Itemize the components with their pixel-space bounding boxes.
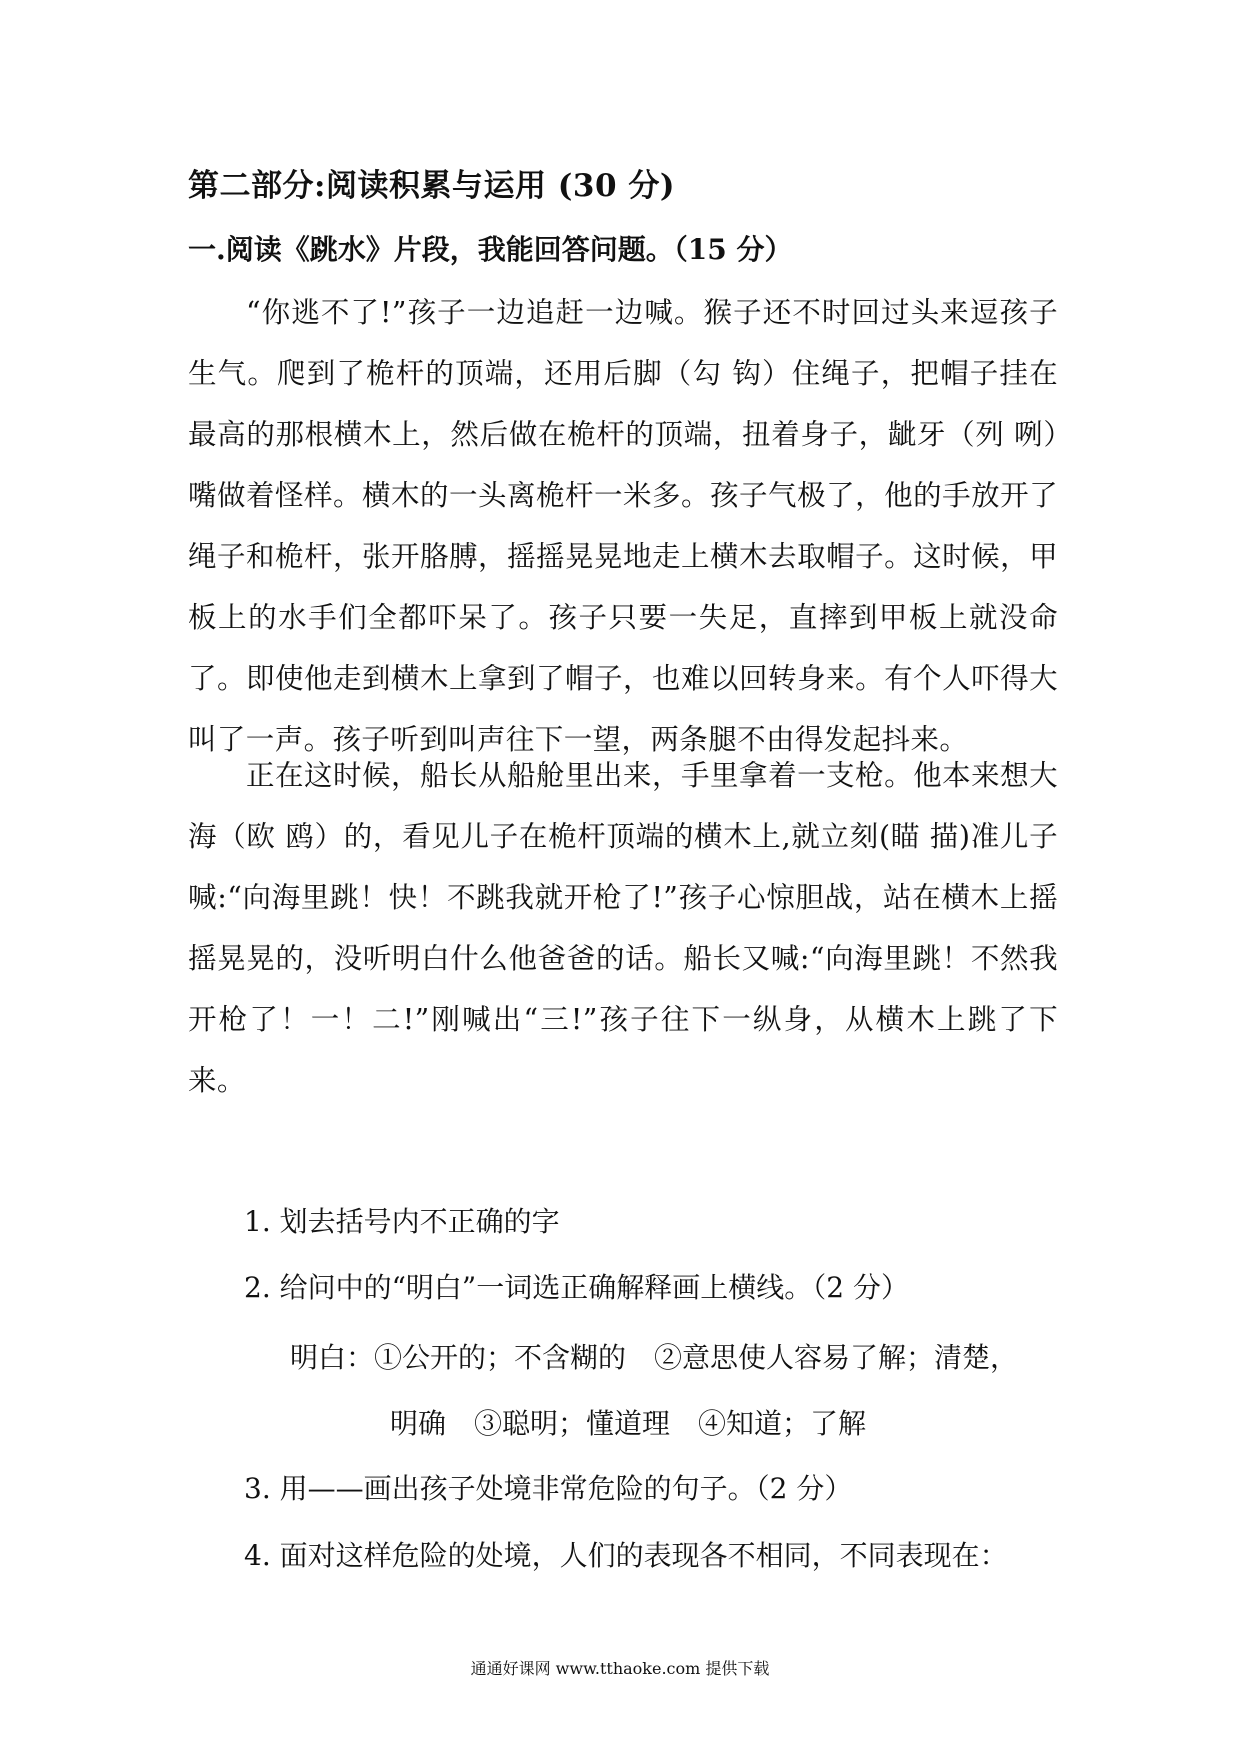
question-2-options-line-1: 明白：①公开的；不含糊的 ②意思使人容易了解；清楚， — [290, 1341, 1019, 1374]
page-footer: 通通好课网 www.tthaoke.com 提供下载 — [470, 1659, 770, 1678]
passage-paragraph-1: “你逃不了!”孩子一边追赶一边喊。猴子还不时回过头来逗孩子生气。爬到了桅杆的顶端，还用后脚（勾 钩）住绳子，把帽子挂在最高的那根横木上，然后做在桅杆的顶端，扭着身子，龇牙（列 咧）嘴做着怪样。横木的一头离桅杆一米多。孩子气极了，他的手放开了绳子和桅杆，张开胳膊，摇摇晃晃地走上横木去取帽子。这时候，甲板上的水手们全都吓呆了。孩子只要一失足，直摔到甲板上就没命了。即使他走到横木上拿到了帽子，也难以回转身来。有个人吓得大叫了一声。孩子听到叫声往下一望，两条腿不由得发起抖来。 — [188, 296, 1058, 756]
question-2: 2. 给问中的“明白”一词选正确解释画上横线。（2 分） — [244, 1271, 909, 1304]
passage-paragraph-2: 正在这时候，船长从船舱里出来，手里拿着一支枪。他本来想大海（欧 鸥）的，看见儿子在桅杆顶端的横木上,就立刻(瞄 描)准儿子喊:“向海里跳！快！不跳我就开枪了!”孩子心惊胆战，站在横木上摇摇晃晃的，没听明白什么他爸爸的话。船长又喊:“向海里跳！不然我开枪了！一！二!”刚喊出“三!”孩子往下一纵身，从横木上跳了下来。 — [188, 759, 1058, 1097]
question-3: 3. 用——画出孩子处境非常危险的句子。（2 分） — [244, 1472, 853, 1505]
question-2-options-line-2: 明确 ③聪明；懂道理 ④知道；了解 — [390, 1407, 867, 1440]
section-title: 第二部分:阅读积累与运用 (30 分) — [188, 168, 676, 204]
question-4: 4. 面对这样危险的处境，人们的表现各不相同，不同表现在： — [244, 1539, 1008, 1572]
question-1: 1. 划去括号内不正确的字 — [244, 1205, 560, 1238]
reading-title: 一.阅读《跳水》片段，我能回答问题。（15 分） — [188, 233, 793, 266]
